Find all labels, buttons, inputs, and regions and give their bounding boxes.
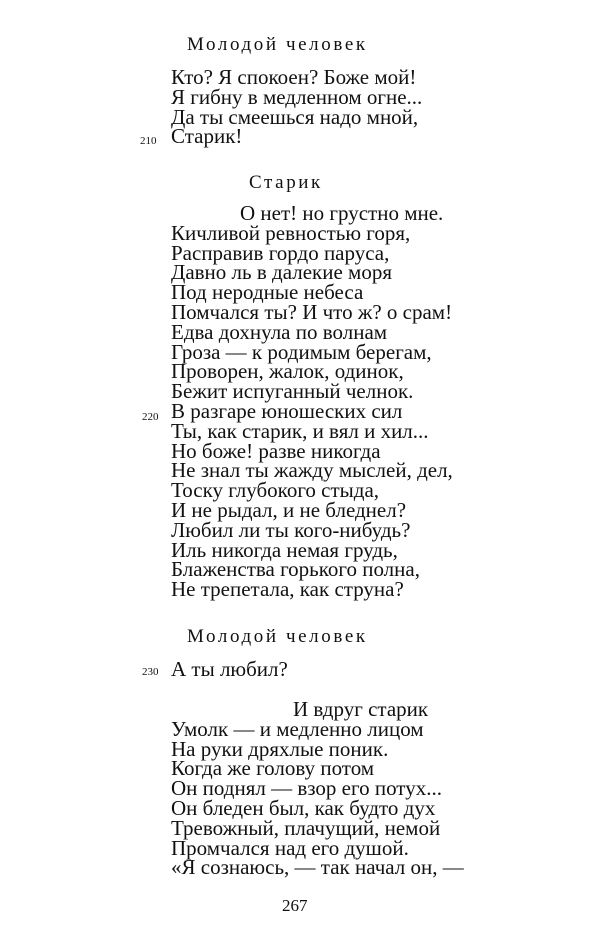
line-number: 210 bbox=[140, 135, 157, 147]
verse-line: Я гибну в медленном огне... bbox=[171, 84, 423, 109]
verse-line: Под неродные небеса bbox=[171, 280, 364, 305]
verse-line: Иль никогда немая грудь, bbox=[171, 537, 398, 562]
verse-line: Проворен, жалок, одинок, bbox=[171, 359, 404, 384]
verse-line: Кто? Я спокоен? Боже мой! bbox=[171, 65, 417, 89]
verse-line: Блаженства горького полна, bbox=[171, 557, 420, 582]
speaker-heading: Молодой человек bbox=[187, 34, 368, 55]
verse-line: Едва дохнула по волнам bbox=[171, 319, 388, 344]
verse-line: Старик! bbox=[171, 124, 243, 149]
verse-line: Он поднял — взор его потух... bbox=[171, 776, 442, 801]
verse-stanza bbox=[171, 657, 288, 681]
verse-line: Да ты смеешься надо мной, bbox=[171, 104, 419, 129]
verse-line: Бежит испуганный челнок. bbox=[171, 379, 414, 404]
speaker-heading: Старик bbox=[249, 172, 323, 193]
verse-line: Тревожный, плачущий, немой bbox=[171, 815, 441, 840]
verse-line: На руки дряхлые поник. bbox=[171, 736, 389, 761]
speaker-heading: Молодой человек bbox=[187, 626, 368, 647]
verse-line: Он бледен был, как будто дух bbox=[171, 795, 436, 820]
verse-line: Кичливой ревностью горя, bbox=[171, 220, 411, 245]
verse-line: И не рыдал, и не бледнел? bbox=[171, 497, 407, 522]
verse-line: Промчался над его душой. bbox=[171, 835, 409, 860]
verse-line: Но боже! разве никогда bbox=[171, 438, 381, 463]
verse-line: Расправив гордо паруса, bbox=[171, 240, 390, 265]
line-number: 220 bbox=[142, 411, 159, 423]
verse-stanza bbox=[171, 65, 423, 149]
verse-line: В разгаре юношеских сил bbox=[171, 398, 403, 423]
verse-stanza bbox=[171, 201, 453, 602]
verse-line: Не знал ты жажду мыслей, дел, bbox=[171, 458, 453, 483]
verse-line-indented: И вдруг старик bbox=[293, 697, 429, 721]
line-number: 230 bbox=[142, 666, 159, 678]
verse-stanza bbox=[171, 697, 464, 880]
verse-line: Не трепетала, как струна? bbox=[171, 577, 404, 602]
verse-line: Гроза — к родимым берегам, bbox=[171, 339, 432, 364]
verse-line: Помчался ты? И что ж? о срам! bbox=[171, 299, 453, 324]
verse-line: Умолк — и медленно лицом bbox=[171, 716, 424, 741]
verse-line: Давно ль в далекие моря bbox=[171, 260, 392, 285]
verse-line: А ты любил? bbox=[171, 657, 288, 681]
verse-line: Ты, как старик, и вял и хил... bbox=[171, 418, 429, 443]
verse-line: Тоску глубокого стыда, bbox=[171, 478, 380, 503]
page-number: 267 bbox=[282, 896, 308, 915]
verse-line-indented: О нет! но грустно мне. bbox=[240, 201, 444, 225]
verse-line: Когда же голову потом bbox=[171, 756, 375, 781]
verse-line: Любил ли ты кого-нибудь? bbox=[171, 517, 411, 542]
verse-line: «Я сознаюсь, — так начал он, — bbox=[171, 855, 464, 880]
